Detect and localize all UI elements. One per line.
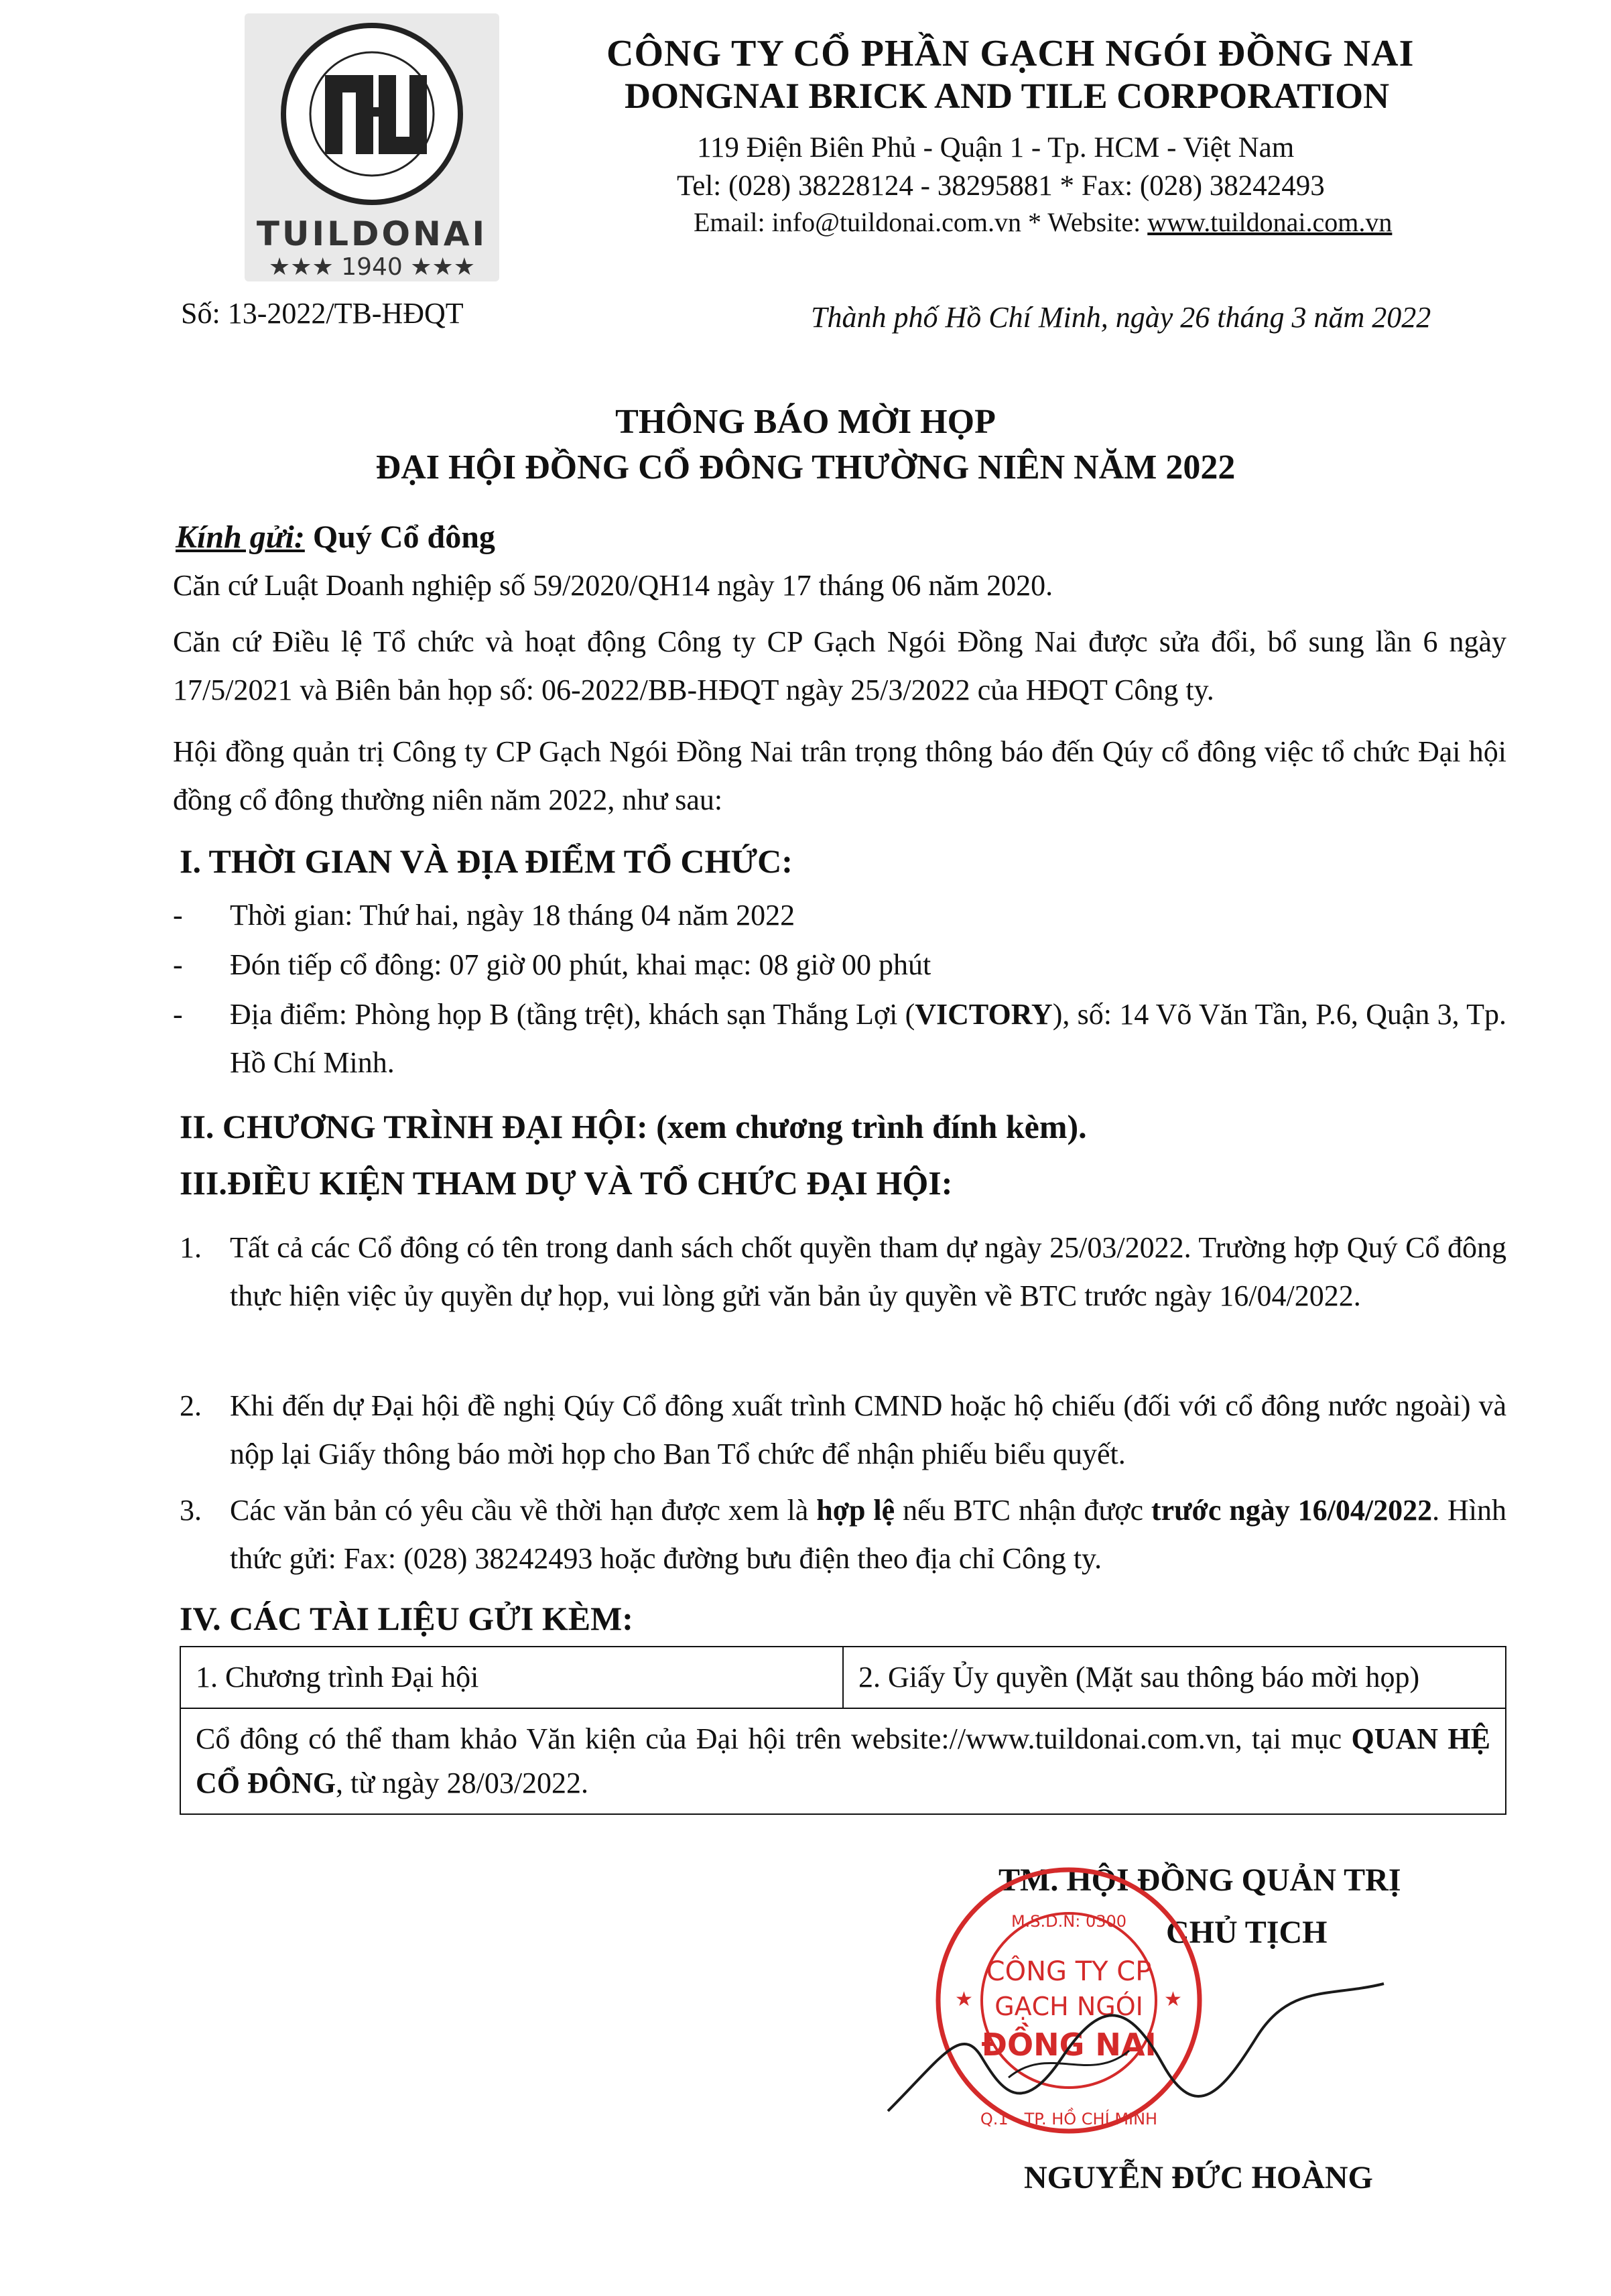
attachment-agenda: 1. Chương trình Đại hội	[180, 1647, 843, 1708]
logo-year	[245, 253, 499, 281]
condition-3-text-a: Các văn bản có yêu cầu về thời hạn được xem là	[230, 1494, 817, 1527]
section-3-heading: III.ĐIỀU KIỆN THAM DỰ VÀ TỔ CHỨC ĐẠI HỘI:	[180, 1164, 953, 1202]
svg-text:ĐỒNG NAI: ĐỒNG NAI	[981, 2027, 1157, 2063]
place-date: Thành phố Hồ Chí Minh, ngày 26 tháng 3 năm 2022	[811, 301, 1431, 334]
item-number: 3.	[180, 1494, 202, 1527]
website-link[interactable]: www.tuildonai.com.vn	[1147, 207, 1393, 237]
list-item	[173, 891, 1506, 940]
table-row	[180, 1647, 1506, 1708]
company-name-en: DONGNAI BRICK AND TILE CORPORATION	[625, 76, 1390, 116]
logo-year-text: 1940	[341, 253, 403, 281]
condition-3-valid: hợp lệ	[816, 1494, 895, 1527]
company-name-vi: CÔNG TY CỔ PHẦN GẠCH NGÓI ĐỒNG NAI	[606, 33, 1415, 74]
company-address: 119 Điện Biên Phủ - Quận 1 - Tp. HCM - Việt Nam	[697, 132, 1295, 164]
table-row	[180, 1708, 1506, 1814]
meeting-venue	[230, 991, 1506, 1087]
meeting-time: Thời gian: Thứ hai, ngày 18 tháng 04 năm 2022	[230, 899, 795, 932]
note-text-a: Cổ đông có thể tham khảo Văn kiện của Đại hội trên website://www.tuildonai.com.vn, tại mục	[196, 1722, 1352, 1755]
greeting	[176, 519, 495, 556]
bullet-dash: -	[173, 899, 183, 932]
svg-text:Q.1 - TP. HỒ CHÍ MINH: Q.1 - TP. HỒ CHÍ MINH	[980, 2110, 1158, 2128]
list-item	[173, 1486, 1506, 1587]
attachment-note	[180, 1708, 1506, 1814]
section-2-heading: II. CHƯƠNG TRÌNH ĐẠI HỘI: (xem chương trình đính kèm).	[180, 1108, 1087, 1145]
list-item	[173, 1224, 1506, 1371]
note-shareholder-relations: QUAN HỆ CỔ ĐÔNG	[196, 1722, 1490, 1799]
paragraph-charter: Căn cứ Điều lệ Tổ chức và hoạt động Công ty CP Gạch Ngói Đồng Nai được sửa đổi, bổ sung lần 6 ngày 17/5/2021 và Biên bản họp số: 06-2022/BB-HĐQT ngày 25/3/2022 của HĐQT Công ty.	[173, 625, 1506, 706]
note-text-b: , từ ngày 28/03/2022.	[336, 1767, 589, 1799]
condition-3-text-b: nếu BTC nhận được	[895, 1494, 1151, 1527]
signature-stroke	[848, 1977, 1397, 2138]
svg-text:M.S.D.N: 0300: M.S.D.N: 0300	[1011, 1912, 1127, 1931]
list-item	[173, 941, 1506, 989]
venue-hotel: VICTORY	[915, 998, 1053, 1031]
item-number: 2.	[180, 1389, 202, 1422]
email-label: Email: info@tuildonai.com.vn * Website:	[694, 207, 1148, 237]
bullet-dash: -	[173, 998, 183, 1031]
condition-2: Khi đến dự Đại hội đề nghị Qúy Cổ đông xuất trình CMND hoặc hộ chiếu (đối với cổ đông nước ngoài) và nộp lại Giấy thông báo mời họp cho Ban Tổ chức để nhận phiếu biểu quyết.	[230, 1389, 1506, 1470]
venue-address: ), số: 14 Võ Văn Tần, P.6, Quận 3, Tp. Hồ Chí Minh.	[230, 998, 1506, 1079]
condition-1: Tất cả các Cổ đông có tên trong danh sách chốt quyền tham dự ngày 25/03/2022. Trường hợp Quý Cổ đông thực hiện việc ủy quyền dự họp, vui lòng gửi văn bản ủy quyền về BTC trước ngày 16/04/2022.	[230, 1231, 1506, 1312]
condition-3	[230, 1486, 1506, 1583]
title-line-2: ĐẠI HỘI ĐỒNG CỔ ĐÔNG THƯỜNG NIÊN NĂM 2022	[375, 448, 1236, 487]
attachments-table	[180, 1646, 1506, 1815]
signer-name: NGUYỄN ĐỨC HOÀNG	[1024, 2160, 1373, 2195]
svg-text:CÔNG TY CP: CÔNG TY CP	[986, 1956, 1152, 1987]
paragraph-legal-basis: Căn cứ Luật Doanh nghiệp số 59/2020/QH14 ngày 17 tháng 06 năm 2020.	[173, 569, 1053, 602]
greeting-label: Kính gửi:	[176, 519, 305, 555]
logo-stars-right: ★★★	[402, 253, 476, 281]
attachment-proxy: 2. Giấy Ủy quyền (Mặt sau thông báo mời họp)	[843, 1647, 1506, 1708]
document-number: Số: 13-2022/TB-HĐQT	[181, 297, 464, 330]
svg-text:GẠCH NGÓI: GẠCH NGÓI	[994, 1992, 1143, 2021]
condition-3-deadline: trước ngày 16/04/2022	[1151, 1494, 1433, 1527]
item-number: 1.	[180, 1231, 202, 1264]
condition-3-text-c: . Hình thức gửi: Fax: (028) 38242493 hoặc đường bưu điện theo địa chỉ Công ty.	[230, 1494, 1507, 1575]
company-logo	[245, 13, 499, 281]
svg-text:★: ★	[1164, 1988, 1182, 2011]
list-item	[173, 991, 1506, 1091]
title-line-1: THÔNG BÁO MỜI HỌP	[615, 403, 996, 441]
section-4-heading: IV. CÁC TÀI LIỆU GỬI KÈM:	[180, 1600, 633, 1637]
company-tel-fax: Tel: (028) 38228124 - 38295881 * Fax: (028) 38242493	[677, 170, 1325, 202]
paragraph-announcement: Hội đồng quản trị Công ty CP Gạch Ngói Đồng Nai trân trọng thông báo đến Qúy cổ đông việc tổ chức Đại hội đồng cổ đông thường niên năm 2022, như sau:	[173, 735, 1506, 816]
signer-role-1: TM. HỘI ĐỒNG QUẢN TRỊ	[998, 1862, 1401, 1898]
bullet-dash: -	[173, 948, 183, 981]
logo-brand: TUILDONAI	[256, 214, 488, 253]
list-item	[173, 1382, 1506, 1482]
handwritten-signature	[848, 1977, 1397, 2138]
svg-text:★: ★	[955, 1988, 973, 2011]
venue-text: Địa điểm: Phòng họp B (tầng trệt), khách sạn Thắng Lợi (	[230, 998, 915, 1031]
signer-role-2: CHỦ TỊCH	[1166, 1915, 1328, 1950]
logo-stars-left: ★★★	[268, 253, 342, 281]
company-contact	[694, 206, 1392, 238]
section-1-heading: I. THỜI GIAN VÀ ĐỊA ĐIỂM TỔ CHỨC:	[180, 842, 793, 880]
greeting-value: Quý Cổ đông	[312, 519, 495, 555]
reception-time: Đón tiếp cổ đông: 07 giờ 00 phút, khai mạc: 08 giờ 00 phút	[230, 948, 931, 981]
